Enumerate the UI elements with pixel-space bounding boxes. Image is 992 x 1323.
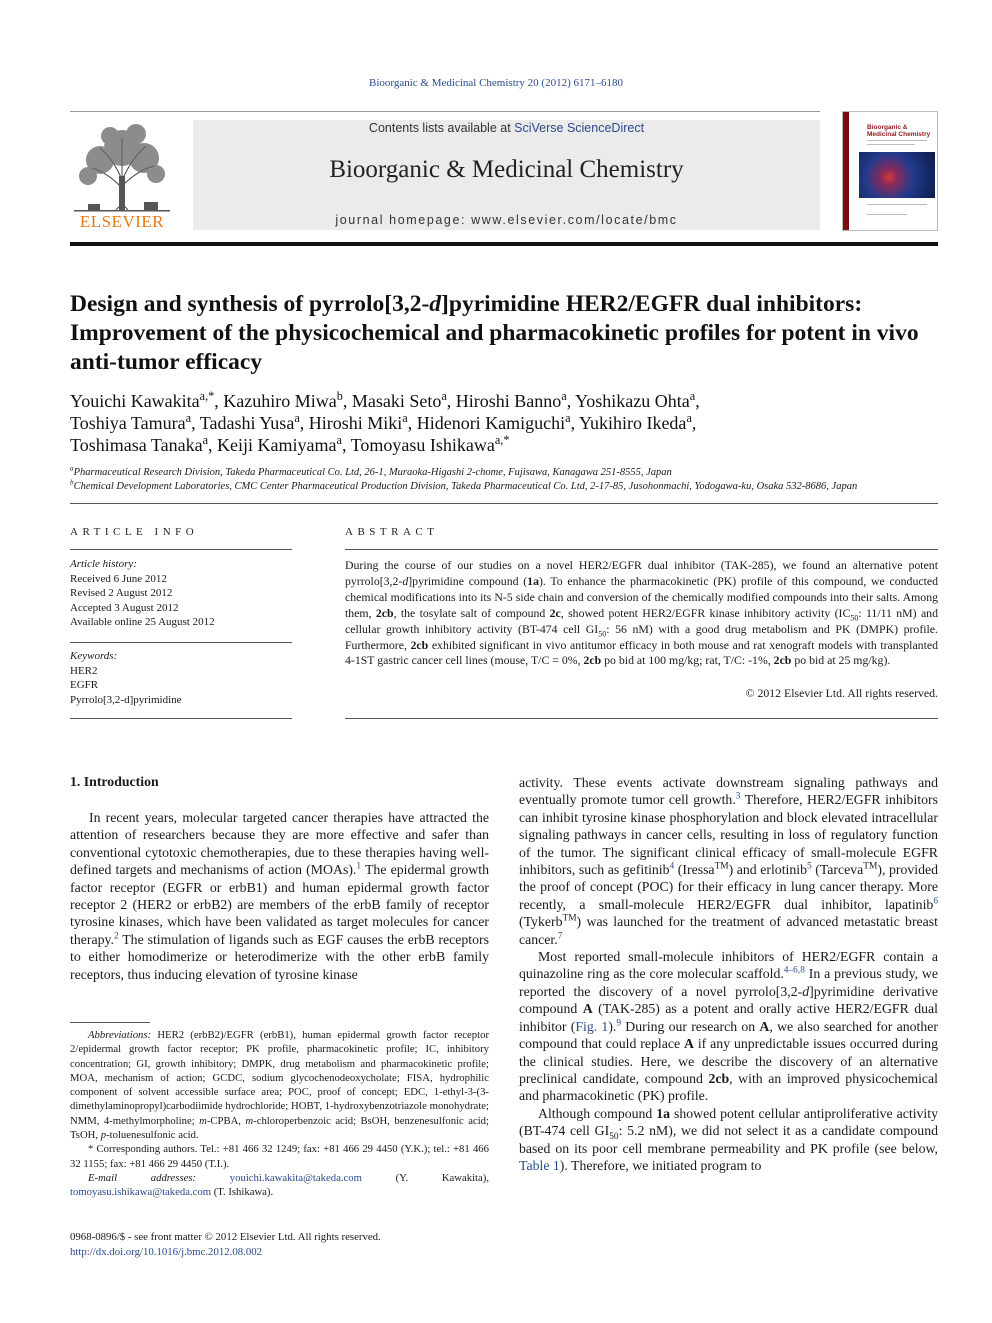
author[interactable]: Yukihiro Ikeda$^a$: [578, 411, 692, 433]
email-link[interactable]: tomoyasu.ishikawa@takeda.com: [70, 1186, 212, 1199]
keywords: [70, 649, 292, 707]
author[interactable]: Kazuhiro Miwa$^b$: [223, 389, 343, 411]
author[interactable]: Keiji Kamiyama$^a$: [217, 433, 342, 455]
keywords-rule: [70, 642, 292, 643]
keyword: HER2: [70, 664, 98, 677]
corresponding-author-footnote: * Corresponding authors. Tel.: +81 466 32 1249; fax: +81 466 29 4450 (Y.K.); tel.: +81 466 32 1155; fax: +81 466 29 4450 (T.I.).: [70, 1143, 489, 1170]
reference-link[interactable]: 2: [113, 931, 119, 942]
keywords-label: Keywords:: [70, 650, 118, 662]
email-link[interactable]: youichi.kawakita@takeda.com: [229, 1171, 362, 1184]
header-rule: [70, 111, 820, 112]
figure-link[interactable]: Fig. 1: [575, 1018, 609, 1034]
abstract-text: During the course of our studies on a novel HER2/EGFR dual inhibitor (TAK-285), we found an alternative potent pyrrolo[3,2-d]pyrimidine compound (1a). To enhance the pharmacokinetic (PK) profile of this compound, we conducted chemical modifications into its N-5 side chain and conversion of the chemically modified compounds into their salts. Among them, 2cb, the tosylate salt of compound 2c, showed potent HER2/EGFR kinase inhibitory activity ($IC_{50}$: 11/11 nM) and cellular growth inhibitory activity (BT-474 cell $GI_{50}$: 56 nM) with a good drug metabolism and PK (DMPK) profile. Furthermore, 2cb exhibited significant in vivo antitumor efficacy in both mouse and rat xenograft models with transplanted 4-1ST gastric cancer cell lines (mouse, T/C = 0%, 2cb po bid at 100 mg/kg; rat, T/C: -1%, 2cb po bid at 25 mg/kg).: [345, 558, 938, 668]
section-rule: [70, 503, 938, 504]
body-column-left: [70, 809, 489, 983]
author[interactable]: Toshiya Tamura$^a$: [70, 411, 192, 433]
abbreviations-footnote: Abbreviations: HER2 (erbB2)/EGFR (erbB1), human epidermal growth factor receptor 2/epidermal growth factor receptor; PK profile, pharmacokinetic profile; IC, inhibitory concentration; GI, growth inhibitory; DMPK, drug metabolism and pharmacokinetic profile; MOA, mechanism of action; GCDC, sodium glycochenodeoxycholate; FISA, hydrophilic component of solvent accessible surface area; POC, proof of concept; EDC, 1-ethyl-3-(3-dimethylaminopropyl)carbodiimide hydrochloride; HOBT, 1-hydroxybenzotriazole monohydrate; NMM, 4-methylmorpholine; m-CPBA, m-chloroperbenzoic acid; BsOH, benzenesulfonic acid; TsOH, p-toluenesulfonic acid.: [70, 1029, 489, 1142]
reference-link[interactable]: 5: [807, 861, 812, 872]
journal-name: Bioorganic & Medicinal Chemistry: [329, 156, 684, 183]
journal-cover-thumbnail[interactable]: [842, 111, 938, 231]
reference-link[interactable]: 1: [356, 861, 362, 872]
author[interactable]: Yoshikazu Ohta$^a$: [575, 389, 696, 411]
header-thick-rule: [70, 242, 938, 246]
article-info-heading: ARTICLE INFO: [70, 526, 199, 538]
author[interactable]: Hiroshi Miki$^a$: [308, 411, 408, 433]
author[interactable]: Youichi Kawakita$^{a,*}$: [70, 389, 215, 411]
article-title: Design and synthesis of pyrrolo[3,2-d]pyrimidine HER2/EGFR dual inhibitors: Improvement of the physicochemical and pharmacokinetic profiles for potent in vivo anti-tumor efficacy: [70, 291, 919, 375]
doi-link[interactable]: http://dx.doi.org/10.1016/j.bmc.2012.08.002: [70, 1245, 263, 1258]
abstract-rule: [345, 549, 938, 550]
front-matter-info: [70, 1230, 381, 1259]
article-info-bottom-rule: [70, 718, 292, 719]
sciencedirect-link[interactable]: SciVerse ScienceDirect: [514, 121, 645, 135]
article-history: [70, 557, 292, 630]
article-info-rule: [70, 549, 292, 550]
paragraph: Most reported small-molecule inhibitors of HER2/EGFR contain a quinazoline ring as the core molecular scaffold.$^{4-6,8}$ In a previous study, we reported the discovery of a novel pyrrolo[3,2-d]pyrimidine derivative compound A (TAK-285) as a potent and orally active HER2/EGFR dual inhibitor (Fig. 1).$^9$ During our research on A, we also searched for another compound that could replace A if any unpredictable issues occurred during the clinical studies. Here, we describe the discovery of an alternative preclinical candidate, compound 2cb, with an improved physicochemical and pharmacokinetic (PK) profile.: [519, 949, 939, 1104]
cover-title: Bioorganic & Medicinal Chemistry: [867, 124, 931, 139]
table-link[interactable]: Table 1: [519, 1157, 560, 1173]
journal-reference[interactable]: Bioorganic & Medicinal Chemistry 20 (2012) 6171–6180: [369, 77, 623, 89]
author[interactable]: Tomoyasu Ishikawa$^{a,*}$: [350, 433, 510, 455]
abstract-heading: ABSTRACT: [345, 526, 439, 538]
journal-homepage[interactable]: journal homepage: www.elsevier.com/locate/bmc: [335, 213, 678, 227]
history-accepted: Accepted 3 August 2012: [70, 601, 179, 614]
cover-image: [859, 152, 935, 198]
body-column-right: [519, 774, 938, 1174]
issn-line: 0968-0896/$ - see front matter © 2012 Elsevier Ltd. All rights reserved.: [70, 1231, 381, 1243]
reference-link[interactable]: 7: [557, 931, 563, 942]
author[interactable]: Tadashi Yusa$^a$: [199, 411, 300, 433]
email-footnote: E-mail addresses: youichi.kawakita@takeda.com (Y. Kawakita), tomoyasu.ishikawa@takeda.com (T. Ishikawa).: [70, 1171, 490, 1199]
publisher-name: ELSEVIER: [79, 212, 165, 231]
reference-link[interactable]: 4: [669, 861, 675, 872]
reference-link[interactable]: 9: [616, 1018, 622, 1029]
author[interactable]: Hiroshi Banno$^a$: [455, 389, 567, 411]
footnote-rule: [70, 1022, 150, 1023]
history-received: Received 6 June 2012: [70, 572, 167, 585]
paragraph: Although compound 1a showed potent cellular antiproliferative activity (BT-474 cell $GI_{50}$: 5.2 nM), we did not select it as a candidate compound based on its poor cell membrane permeability and PK profile (see below, Table 1). Therefore, we initiated program to: [519, 1105, 939, 1173]
keyword: Pyrrolo[3,2-d]pyrimidine: [70, 693, 182, 706]
affiliation-a: $^a$Pharmaceutical Research Division, Takeda Pharmaceutical Co. Ltd, 26-1, Muraoka-Higashi 2-chome, Fujisawa, Kanagawa 251-8555, Japan: [70, 464, 672, 478]
section-heading-introduction: 1. Introduction: [70, 774, 159, 789]
author-list: Youichi Kawakita$^{a,*}$, Kazuhiro Miwa$^b$, Masaki Seto$^a$, Hiroshi Banno$^a$, Yoshikazu Ohta$^a$, Toshiya Tamura$^a$, Tadashi Yusa$^a$, Hiroshi Miki$^a$, Hidenori Kamiguchi$^a$, Yukihiro Ikeda$^a$, Toshimasa Tanaka$^a$, Keiji Kamiyama$^a$, Tomoyasu Ishikawa$^{a,*}$: [70, 389, 700, 455]
history-label: Article history:: [70, 558, 137, 570]
keyword: EGFR: [70, 679, 99, 691]
reference-link[interactable]: 4–6,8: [783, 965, 805, 976]
affiliation-b: $^b$Chemical Development Laboratories, CMC Center Pharmaceutical Production Division, Takeda Pharmaceutical Co. Ltd, 2-17-85, Jusohonmachi, Yodogawa-ku, Osaka 532-8686, Japan: [70, 478, 858, 492]
paragraph: activity. These events activate downstream signaling pathways and eventually promote tumor cell growth.$^3$ Therefore, HER2/EGFR inhibitors can inhibit tyrosine kinase phosphorylation and block elevated intracellular signaling pathways in cancer cells, resulting in loss of regulatory function of the tumor. The significant clinical efficacy of small-molecule EGFR inhibitors, such as gefitinib$^4$ (Iressa™) and erlotinib$^5$ (Tarceva™), provided the proof of concept (POC) for their efficacy in lung cancer therapy. More recently, a small-molecule HER2/EGFR dual inhibitor, lapatinib$^6$ (Tykerb™) was launched for the treatment of advanced metastatic breast cancer.$^7$: [519, 775, 939, 947]
reference-link[interactable]: 3: [735, 791, 741, 802]
abstract-copyright: © 2012 Elsevier Ltd. All rights reserved.: [745, 686, 938, 700]
author[interactable]: Hidenori Kamiguchi$^a$: [416, 411, 571, 433]
footnotes: [70, 1028, 489, 1200]
abstract-bottom-rule: [345, 718, 938, 719]
history-online: Available online 25 August 2012: [70, 616, 215, 628]
author[interactable]: Masaki Seto$^a$: [351, 389, 447, 411]
author[interactable]: Toshimasa Tanaka$^a$: [70, 433, 209, 455]
contents-line: Contents lists available at SciVerse ScienceDirect: [368, 121, 645, 135]
history-revised: Revised 2 August 2012: [70, 587, 173, 599]
reference-link[interactable]: 6: [933, 896, 938, 907]
paragraph: In recent years, molecular targeted cancer therapies have attracted the attention of researchers because they are more effective and safer than conventional cytotoxic chemotherapies, due to these therapies having well-defined targets and mechanisms of action (MOAs).$^1$ The epidermal growth factor receptor (EGFR or erbB1) and human epidermal growth factor receptor 2 (HER2 or erbB2) are members of the erbB family of receptor tyrosine kinases, which have been validated as target molecules for cancer therapy.$^2$ The stimulation of ligands such as EGF causes the erbB receptors to either homodimerize or heterodimerize with the other erbB family receptors, thus inducing elevation of tyrosine kinase: [70, 810, 490, 982]
